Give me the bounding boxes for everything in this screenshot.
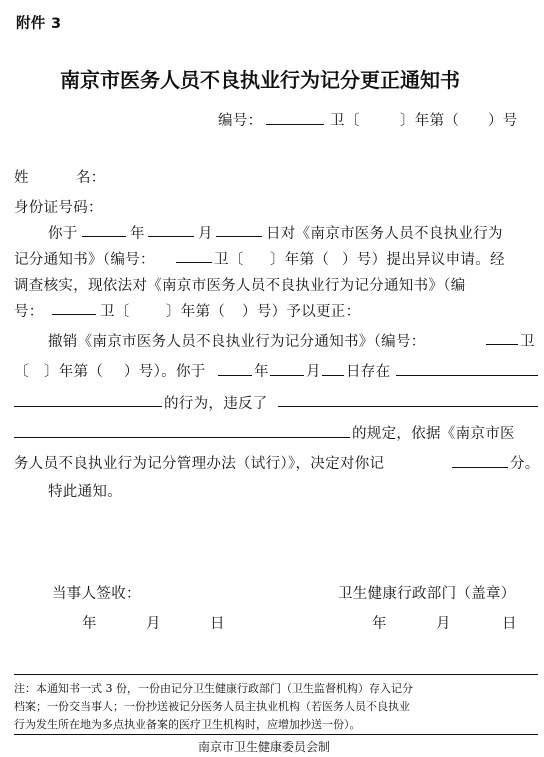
note-top-divider bbox=[14, 674, 538, 675]
p2-number-blank bbox=[486, 344, 518, 345]
p1-line4-c: 〕年第（ bbox=[166, 304, 226, 320]
p1-line4-d: ）号）予以更正： bbox=[242, 304, 361, 320]
number-label: 编号： bbox=[218, 113, 263, 129]
footer-issuer: 南京市卫生健康委员会制 bbox=[198, 740, 331, 754]
id-number-label: 身份证号码： bbox=[14, 200, 103, 216]
p2-line4-a: 的规定，依据《南京市医 bbox=[352, 426, 515, 442]
dept-date-year: 年 bbox=[372, 616, 387, 632]
party-date-year: 年 bbox=[82, 616, 97, 632]
p1-number-blank bbox=[176, 262, 212, 263]
p1-text-day: 日对《南京市医务人员不良执业行为 bbox=[266, 226, 503, 242]
party-signature-label: 当事人签收： bbox=[52, 586, 141, 602]
p2-line5-b: 分。 bbox=[510, 456, 540, 472]
number-blank bbox=[266, 124, 324, 125]
p1-line2-b: 卫〔 bbox=[214, 252, 244, 268]
p1-year-blank bbox=[82, 236, 126, 237]
p1-line2-c: 〕年第（ bbox=[270, 252, 330, 268]
name-label-second: 名： bbox=[76, 170, 106, 186]
special-notice: 特此通知。 bbox=[48, 484, 122, 500]
p2-line2-d: 年 bbox=[254, 364, 269, 380]
p2-regulation-blank bbox=[14, 437, 350, 438]
p2-line2-f: 日存在 bbox=[346, 364, 391, 380]
p2-line2-b: 〕年第（ bbox=[44, 364, 104, 380]
p1-line3: 调查核实，现依法对《南京市医务人员不良执业行为记分通知书》（编 bbox=[14, 278, 466, 294]
number-year: 〕年第（ bbox=[400, 113, 460, 129]
dept-seal-label: 卫生健康行政部门（盖章） bbox=[338, 586, 516, 602]
p2-line2-a: 〔 bbox=[14, 364, 29, 380]
note-bottom-divider bbox=[14, 734, 538, 735]
party-date-day: 日 bbox=[210, 616, 225, 632]
note-line-3: 行为发生所在地为多点执业备案的医疗卫生机构时，应增加抄送一份）。 bbox=[14, 718, 361, 731]
p1-day-blank bbox=[216, 236, 262, 237]
party-date-month: 月 bbox=[146, 616, 161, 632]
p2-line3-a: 的行为，违反了 bbox=[164, 396, 268, 412]
p2-violation-blank bbox=[278, 406, 538, 407]
p1-text-year: 年 bbox=[130, 226, 145, 242]
p1-line4-b: 卫〔 bbox=[100, 304, 130, 320]
p2-behavior-blank bbox=[14, 406, 162, 407]
p2-line2-e: 月 bbox=[306, 364, 321, 380]
p1-line4-a: 号： bbox=[14, 304, 44, 320]
document-title: 南京市医务人员不良执业行为记分更正通知书 bbox=[60, 68, 460, 92]
p1-line2-a: 记分通知书》（编号： bbox=[14, 252, 155, 268]
p2-line5-a: 务人员不良执业行为记分管理办法（试行）》，决定对你记 bbox=[14, 456, 385, 472]
p2-line1-b: 卫 bbox=[520, 334, 535, 350]
p2-line1-a: 撤销《南京市医务人员不良执业行为记分通知书》（编号： bbox=[48, 334, 426, 350]
p2-line2-c: ）号）。你于 bbox=[124, 364, 206, 380]
dept-date-day: 日 bbox=[502, 616, 517, 632]
p2-points-blank bbox=[452, 467, 508, 468]
p2-month-blank bbox=[270, 375, 304, 376]
p2-year-blank bbox=[218, 375, 252, 376]
p1-month-blank bbox=[148, 236, 194, 237]
note-line-1: 注：本通知书一式 3 份，一份由记分卫生健康行政部门（卫生监督机构）存入记分 bbox=[14, 682, 413, 695]
p1-line4-blank bbox=[52, 314, 96, 315]
attachment-label: 附件 3 bbox=[16, 16, 62, 32]
p1-line2-d: ）号）提出异议申请。经 bbox=[342, 252, 505, 268]
p2-day-blank bbox=[322, 375, 344, 376]
note-line-2: 档案；一份交当事人；一份抄送被记分医务人员主执业机构（若医务人员不良执业 bbox=[14, 700, 410, 713]
p1-text-you: 你于 bbox=[48, 226, 78, 242]
number-wei: 卫〔 bbox=[330, 113, 360, 129]
number-hao: ）号 bbox=[488, 113, 518, 129]
p2-exists-blank bbox=[396, 375, 538, 376]
dept-date-month: 月 bbox=[436, 616, 451, 632]
p1-text-month: 月 bbox=[198, 226, 213, 242]
name-label-first: 姓 bbox=[14, 170, 29, 186]
